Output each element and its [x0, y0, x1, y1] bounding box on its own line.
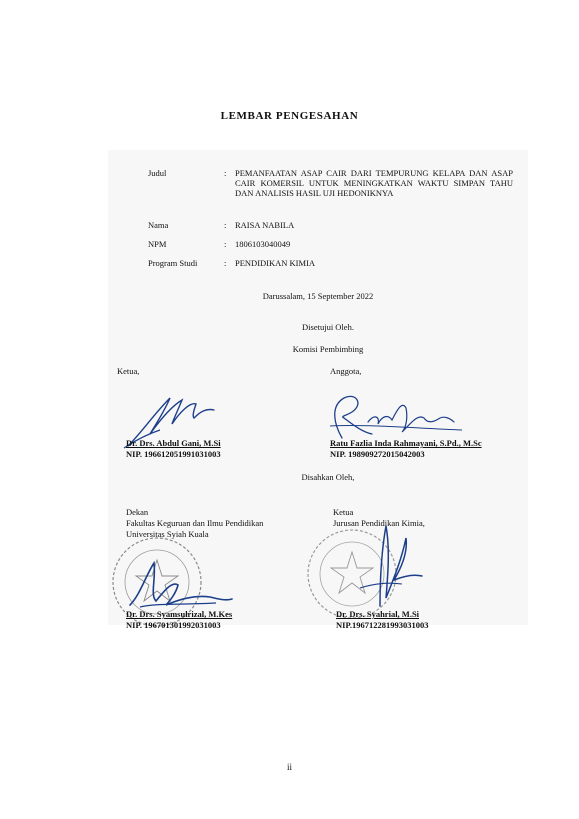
ratified-by-text: Disahkan Oleh, — [301, 472, 355, 482]
kajur-nip: NIP.196712281993031003 — [336, 620, 429, 630]
program-studi-value: PENDIDIKAN KIMIA — [235, 258, 316, 268]
nama-label: Nama — [148, 220, 169, 230]
dekan-unit-university: Universitas Syiah Kuala — [126, 529, 209, 539]
kajur-name: Dr. Drs. Syahrial, M.Si — [336, 609, 420, 619]
judul-value: PEMANFAATAN ASAP CAIR DARI TEMPURUNG KELAPA DAN ASAP CAIR KOMERSIL UNTUK MENINGKATKAN WAKTU SIMPAN TAHU DAN ANALISIS HASIL UJI HEDONIKNYA — [235, 168, 513, 198]
approved-by-text: Disetujui Oleh. — [302, 322, 354, 332]
page-title: LEMBAR PENGESAHAN — [220, 110, 359, 122]
judul-label: Judul — [148, 168, 167, 178]
dekan-signature — [120, 555, 240, 615]
ketua-role: Ketua, — [117, 366, 140, 376]
dekan-name: Dr. Drs. Syamsulrizal, M.Kes — [126, 609, 233, 619]
kajur-unit-department: Jurusan Pendidikan Kimia, — [333, 518, 425, 528]
dekan-unit-faculty: Fakultas Keguruan dan Ilmu Pendidikan — [126, 518, 264, 528]
anggota-signature — [322, 388, 472, 444]
kajur-role: Ketua — [333, 507, 354, 517]
anggota-role: Anggota, — [330, 366, 362, 376]
npm-colon: : — [224, 239, 227, 249]
npm-label: NPM — [148, 239, 167, 249]
nama-colon: : — [224, 220, 227, 230]
ketua-nip: NIP. 196612051991031003 — [126, 449, 221, 459]
place-date: Darussalam, 15 September 2022 — [262, 291, 374, 301]
anggota-nip: NIP. 198909272015042003 — [330, 449, 425, 459]
judul-colon: : — [224, 168, 227, 178]
nama-value: RAISA NABILA — [235, 220, 295, 230]
ketua-name: Dr. Drs. Abdul Gani, M.Si — [126, 438, 221, 448]
program-studi-colon: : — [224, 258, 227, 268]
anggota-name: Ratu Fazlia Inda Rahmayani, S.Pd., M.Sc — [330, 438, 482, 448]
kajur-signature — [350, 518, 430, 608]
npm-value: 1806103040049 — [235, 239, 291, 249]
dekan-nip: NIP. 196701301992031003 — [126, 620, 221, 630]
page-number: ii — [286, 762, 292, 772]
program-studi-label: Program Studi — [148, 258, 198, 268]
dekan-role: Dekan — [126, 507, 149, 517]
committee-text: Komisi Pembimbing — [292, 344, 364, 354]
